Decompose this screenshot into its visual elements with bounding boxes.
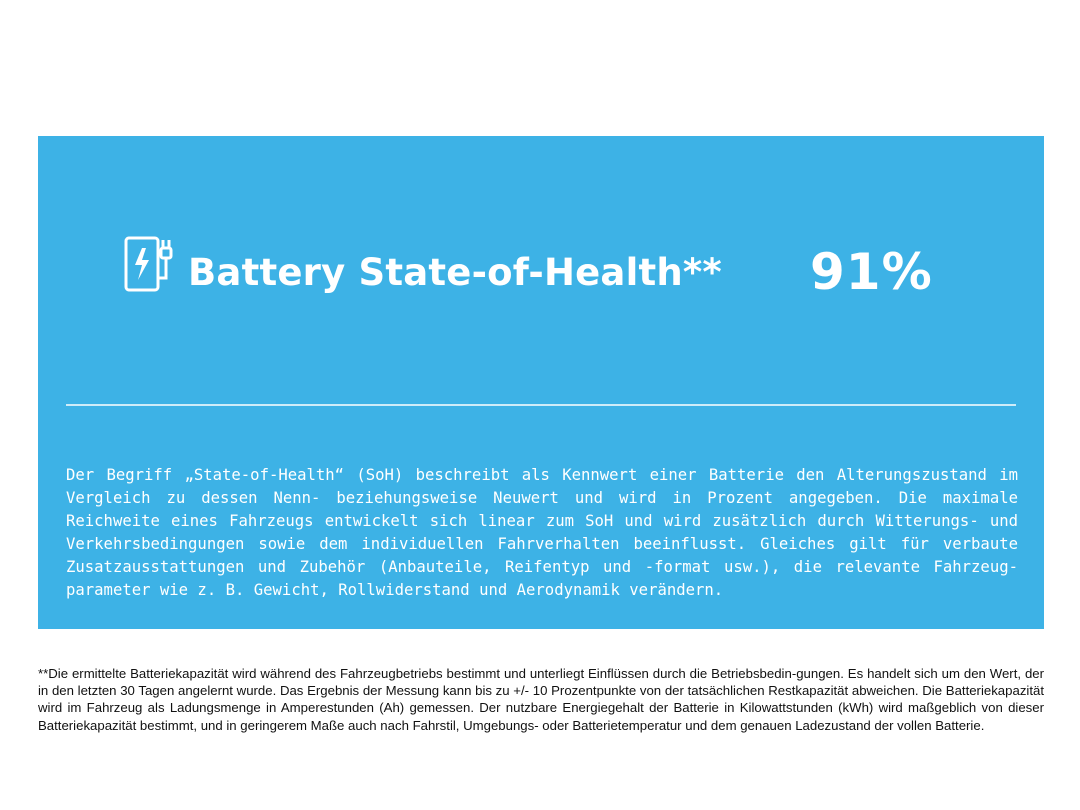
battery-health-card xyxy=(38,136,1044,629)
card-title: Battery State-of-Health** xyxy=(188,251,722,294)
card-header xyxy=(38,230,1044,310)
card-description: Der Begriff „State-of-Health“ (SoH) beschreibt als Kennwert einer Batterie den Alterungszustand im Vergleich zu dessen Nenn- beziehungsweise Neuwert und wird in Prozent angegeben. Die maximale Reichweite eines Fahrzeugs entwickelt sich linear zum SoH und wird zusätzlich durch Witterungs- und Verkehrsbedingungen sowie dem individuellen Fahrverhalten beeinflusst. Gleiches gilt für verbaute Zusatzausstattungen und Zubehör (Anbauteile, Reifentyp und -format usw.), die relevante Fahrzeug-parameter wie z. B. Gewicht, Rollwiderstand und Aerodynamik verändern. xyxy=(66,466,1018,599)
battery-charging-icon xyxy=(122,234,182,298)
soh-value: 91% xyxy=(810,243,933,301)
footnote: **Die ermittelte Batteriekapazität wird während des Fahrzeugbetriebs bestimmt und unterliegt Einflüssen durch die Betriebsbedin-gungen. Es handelt sich um den Wert, der in den letzten 30 Tagen angelernt wurde. Das Ergebnis der Messung kann bis zu +/- 10 Prozentpunkte von der tatsächlichen Restkapazität abweichen. Die Batteriekapazität wird im Fahrzeug als Ladungsmenge in Amperestunden (Ah) gemessen. Der nutzbare Energiegehalt der Batterie in Kilowattstunden (kWh) wird maßgeblich von dieser Batteriekapazität bestimmt, und in geringerem Maße auch nach Fahrstil, Umgebungs- oder Batterietemperatur und dem genauen Ladezustand der vollen Batterie. xyxy=(38,666,1044,733)
divider xyxy=(66,404,1016,406)
